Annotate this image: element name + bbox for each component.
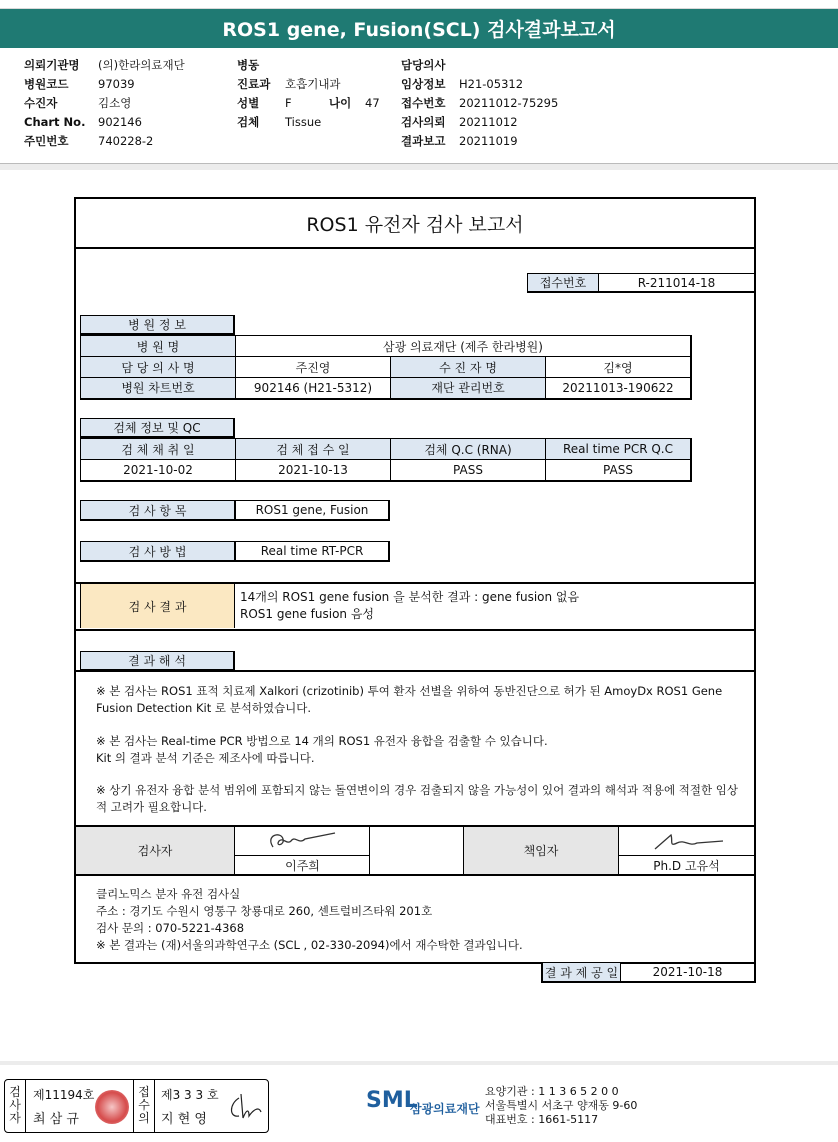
- dept-label: 진료과: [237, 76, 271, 91]
- clinical-info-label: 임상정보: [401, 76, 446, 91]
- hospital-code-value: 97039: [98, 76, 135, 91]
- result-line-1: 14개의 ROS1 gene fusion 을 분석한 결과 : gene fusion 없음: [240, 590, 580, 604]
- dept-value: 호흡기내과: [285, 76, 341, 91]
- header-col-3: [401, 55, 558, 150]
- receipt-label: 접수번호: [527, 273, 599, 293]
- org-phone: 대표번호 : 1661-5117: [485, 1113, 599, 1126]
- interpretation-note-2: [96, 733, 548, 767]
- spec-header-receive: 검 체 접 수 일: [236, 439, 391, 460]
- chart-no-label: Chart No.: [24, 114, 86, 129]
- test-method-label: 검 사 방 법: [80, 541, 235, 562]
- lab-contact: 검사 문의 : 070-5221-4368: [96, 921, 245, 935]
- examiner-signature-cell: [235, 827, 370, 874]
- note-2-line-1: ※ 본 검사는 Real-time PCR 방법으로 14 개의 ROS1 유전자 융합을 검출할 수 있습니다.: [96, 734, 548, 748]
- test-method-value: Real time RT-PCR: [235, 541, 390, 562]
- result-bottom-line: [76, 629, 754, 631]
- foundation-name: 삼광의료재단: [410, 1102, 480, 1116]
- patient-name-value: 김*영: [546, 357, 692, 378]
- sex-label: 성별: [237, 95, 260, 110]
- confirm-vertical-label: 접수의: [138, 1085, 150, 1125]
- provided-date-value: 2021-10-18: [621, 962, 756, 983]
- report-box: [74, 197, 756, 964]
- signature-bottom-line: [76, 874, 754, 876]
- responsible-name: Ph.D 고유석: [653, 858, 720, 873]
- spec-value-pcr-qc: PASS: [546, 460, 692, 481]
- exam-vertical-label: 검사자: [9, 1085, 21, 1125]
- accession-label: 접수번호: [401, 95, 446, 110]
- result-label: 검 사 결 과: [80, 584, 235, 628]
- exam-name: 최 삼 규: [33, 1112, 79, 1127]
- interpretation-line: [76, 670, 754, 672]
- note-1-line-1: ※ 본 검사는 ROS1 표적 치료제 Xalkori (crizotinib) 투여 환자 선별을 위하여 동반진단으로 허가 된 AmoyDx ROS1 Gene: [96, 684, 723, 698]
- spec-value-collect: 2021-10-02: [81, 460, 236, 481]
- report-title: ROS1 유전자 검사 보고서: [76, 199, 754, 249]
- request-date-label: 검사의뢰: [401, 114, 446, 129]
- sml-logo: SML: [366, 1088, 418, 1113]
- report-title-bar: ROS1 gene, Fusion(SCL) 검사결과보고서: [0, 8, 838, 48]
- note-3-line-1: ※ 상기 유전자 융합 분석 범위에 포함되지 않는 돌연변이의 경우 검출되지 않을 가능성이 있어 결과의 해석과 적용에 적절한 임상: [96, 783, 738, 797]
- patient-label: 수진자: [24, 95, 58, 110]
- foundation-number-label: 재단 관리번호: [391, 378, 546, 399]
- chart-number-value: 902146 (H21-5312): [236, 378, 391, 399]
- result-line-2: ROS1 gene fusion 음성: [240, 607, 375, 621]
- hospital-info-table: [80, 335, 692, 400]
- interpretation-note-3: [96, 782, 738, 816]
- sex-value: F: [285, 95, 292, 110]
- confirm-signature: [225, 1090, 265, 1124]
- resident-no-value: 740228-2: [98, 133, 154, 148]
- exam-number: 제11194호: [33, 1088, 95, 1102]
- spec-value-rna-qc: PASS: [391, 460, 546, 481]
- official-seal-icon: [95, 1090, 129, 1124]
- ward-label: 병동: [237, 57, 260, 72]
- examiner-name: 이주희: [285, 858, 320, 873]
- foundation-number-value: 20211013-190622: [546, 378, 692, 399]
- report-date-value: 20211019: [459, 133, 518, 148]
- lab-name: 클리노믹스 분자 유전 검사실: [96, 887, 241, 901]
- examiner-label: 검사자: [76, 827, 235, 874]
- org-value: (의)한라의료재단: [98, 57, 185, 72]
- header-col-2: [237, 55, 380, 131]
- chart-number-label: 병원 차트번호: [81, 378, 236, 399]
- patient-value: 김소영: [98, 95, 132, 110]
- patient-name-label: 수 진 자 명: [391, 357, 546, 378]
- doctor-name-label: 담 당 의 사 명: [81, 357, 236, 378]
- result-text: [240, 589, 579, 623]
- spec-value-receive: 2021-10-13: [236, 460, 391, 481]
- accession-value: 20211012-75295: [459, 95, 559, 110]
- org-address: 서울특별시 서초구 양재동 9-60: [485, 1099, 638, 1112]
- org-label: 의뢰기관명: [24, 57, 80, 72]
- spec-header-rna-qc: 검체 Q.C (RNA): [391, 439, 546, 460]
- seal-divider-1: [25, 1080, 26, 1132]
- hospital-info-header: 병 원 정 보: [80, 315, 235, 335]
- responsible-signature: [619, 827, 754, 855]
- spec-header-pcr-qc: Real time PCR Q.C: [546, 439, 692, 460]
- clinical-info-value: H21-05312: [459, 76, 524, 91]
- interpretation-note-1: [96, 683, 722, 717]
- doctor-label: 담당의사: [401, 57, 446, 72]
- provided-date-label: 결 과 제 공 일: [541, 962, 621, 983]
- hospital-code-label: 병원코드: [24, 76, 69, 91]
- lab-address: 주소 : 경기도 수원시 영통구 창룡대로 260, 센트럴비즈타워 201호: [96, 904, 433, 918]
- org-info: [485, 1085, 637, 1127]
- responsible-label: 책임자: [464, 827, 619, 874]
- lab-info: [96, 886, 523, 954]
- note-3-line-2: 적 고려가 필요합니다.: [96, 800, 207, 814]
- certification-box: [4, 1079, 269, 1133]
- hospital-name-value: 삼광 의료재단 (제주 한라병원): [236, 336, 692, 357]
- chart-no-value: 902146: [98, 114, 142, 129]
- resident-no-label: 주민번호: [24, 133, 69, 148]
- seal-divider-3: [154, 1080, 155, 1132]
- confirm-name: 지 현 영: [161, 1112, 207, 1127]
- note-2-line-2: Kit 의 결과 분석 기준은 제조사에 따릅니다.: [96, 751, 315, 765]
- specimen-qc-table: [80, 438, 692, 482]
- header-band: [0, 164, 838, 170]
- examiner-signature: [235, 827, 370, 855]
- test-item-label: 검 사 항 목: [80, 500, 235, 521]
- responsible-signature-cell: [619, 827, 754, 874]
- doctor-name-value: 주진영: [236, 357, 391, 378]
- blank-cell: [370, 827, 464, 874]
- lab-note: ※ 본 결과는 (재)서울의과학연구소 (SCL , 02-330-2094)에서 재수탁한 결과입니다.: [96, 938, 523, 952]
- spec-header-collect: 검 체 채 취 일: [81, 439, 236, 460]
- age-label: 나이: [329, 95, 352, 110]
- note-1-line-2: Fusion Detection Kit 로 분석하였습니다.: [96, 701, 312, 715]
- report-date-label: 결과보고: [401, 133, 446, 148]
- specimen-value: Tissue: [285, 114, 322, 129]
- seal-divider-2: [133, 1080, 134, 1132]
- hospital-name-label: 병 원 명: [81, 336, 236, 357]
- request-date-value: 20211012: [459, 114, 518, 129]
- footer-divider: [0, 1061, 838, 1065]
- header-col-1: [24, 55, 185, 150]
- specimen-label: 검체: [237, 114, 260, 129]
- age-value: 47: [365, 95, 380, 110]
- specimen-qc-header: 검체 정보 및 QC: [80, 418, 235, 438]
- receipt-value: R-211014-18: [599, 273, 754, 293]
- care-code: 요양기관 : 1 1 3 6 5 2 0 0: [485, 1085, 619, 1098]
- interpretation-header: 결 과 해 석: [80, 651, 235, 671]
- confirm-number: 제3 3 3 호: [161, 1088, 219, 1102]
- test-item-value: ROS1 gene, Fusion: [235, 500, 390, 521]
